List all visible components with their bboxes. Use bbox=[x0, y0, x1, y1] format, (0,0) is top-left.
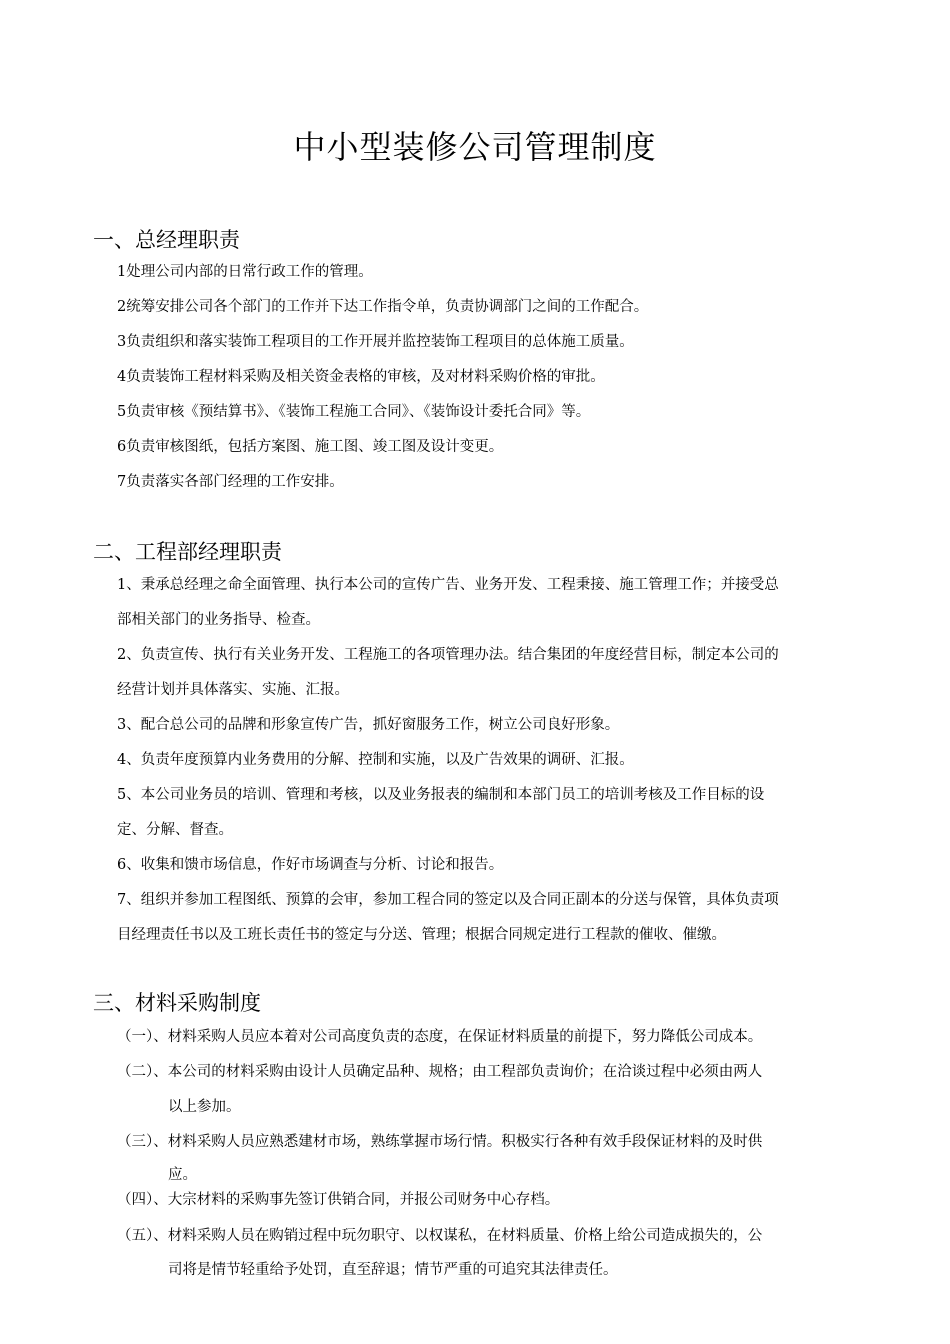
section-2-line: 5、本公司业务员的培训、管理和考核，以及业务报表的编制和本部门员工的培训考核及工作目标的设 bbox=[117, 787, 765, 803]
section-heading-2: 二、工程部经理职责 bbox=[93, 540, 282, 564]
section-1-line: 3负责组织和落实装饰工程项目的工作开展并监控装饰工程项目的总体施工质量。 bbox=[117, 334, 634, 350]
section-3-line: （一）、材料采购人员应本着对公司高度负责的态度，在保证材料质量的前提下，努力降低公司成本。 bbox=[117, 1029, 763, 1045]
section-3-line: 司将是情节轻重给予处罚，直至辞退；情节严重的可追究其法律责任。 bbox=[168, 1262, 618, 1278]
section-2-line: 7、组织并参加工程图纸、预算的会审，参加工程合同的签定以及合同正副本的分送与保管，具体负责项 bbox=[117, 892, 779, 908]
section-3-line: 应。 bbox=[168, 1167, 197, 1183]
section-3-line: （四）、大宗材料的采购事先签订供销合同，并报公司财务中心存档。 bbox=[117, 1192, 560, 1208]
section-3-line: （二）、本公司的材料采购由设计人员确定品种、规格；由工程部负责询价；在洽谈过程中必须由两人 bbox=[117, 1064, 763, 1080]
section-heading-1: 一、总经理职责 bbox=[93, 228, 240, 252]
section-1-line: 7负责落实各部门经理的工作安排。 bbox=[117, 474, 344, 490]
section-1-line: 1处理公司内部的日常行政工作的管理。 bbox=[117, 264, 373, 280]
section-3-line: （五）、材料采购人员在购销过程中玩勿职守、以权谋私，在材料质量、价格上给公司造成损失的，公 bbox=[117, 1228, 763, 1244]
section-heading-3: 三、材料采购制度 bbox=[93, 991, 261, 1015]
section-2-line: 3、配合总公司的品牌和形象宣传广告，抓好窗服务工作，树立公司良好形象。 bbox=[117, 717, 620, 733]
section-1-line: 6负责审核图纸，包括方案图、施工图、竣工图及设计变更。 bbox=[117, 439, 504, 455]
section-2-line: 6、收集和馈市场信息，作好市场调查与分析、讨论和报告。 bbox=[117, 857, 504, 873]
document-title: 中小型装修公司管理制度 bbox=[293, 128, 657, 166]
section-1-line: 4负责装饰工程材料采购及相关资金表格的审核，及对材料采购价格的审批。 bbox=[117, 369, 605, 385]
section-2-line: 2、负责宣传、执行有关业务开发、工程施工的各项管理办法。结合集团的年度经营目标，制定本公司的 bbox=[117, 647, 779, 663]
section-1-line: 5负责审核《预结算书》、《装饰工程施工合同》、《装饰设计委托合同》等。 bbox=[117, 404, 591, 420]
section-2-line: 部相关部门的业务指导、检查。 bbox=[117, 612, 320, 628]
section-2-line: 经营计划并具体落实、实施、汇报。 bbox=[117, 682, 349, 698]
section-2-line: 目经理责任书以及工班长责任书的签定与分送、管理；根据合同规定进行工程款的催收、催缴。 bbox=[117, 927, 726, 943]
section-2-line: 定、分解、督查。 bbox=[117, 822, 233, 838]
section-3-line: 以上参加。 bbox=[168, 1099, 241, 1115]
section-3-line: （三）、材料采购人员应熟悉建材市场，熟练掌握市场行情。积极实行各种有效手段保证材料的及时供 bbox=[117, 1134, 763, 1150]
section-2-line: 4、负责年度预算内业务费用的分解、控制和实施，以及广告效果的调研、汇报。 bbox=[117, 752, 634, 768]
section-1-line: 2统筹安排公司各个部门的工作并下达工作指令单，负责协调部门之间的工作配合。 bbox=[117, 299, 649, 315]
section-2-line: 1、秉承总经理之命全面管理、执行本公司的宣传广告、业务开发、工程秉接、施工管理工作；并接受总 bbox=[117, 577, 779, 593]
